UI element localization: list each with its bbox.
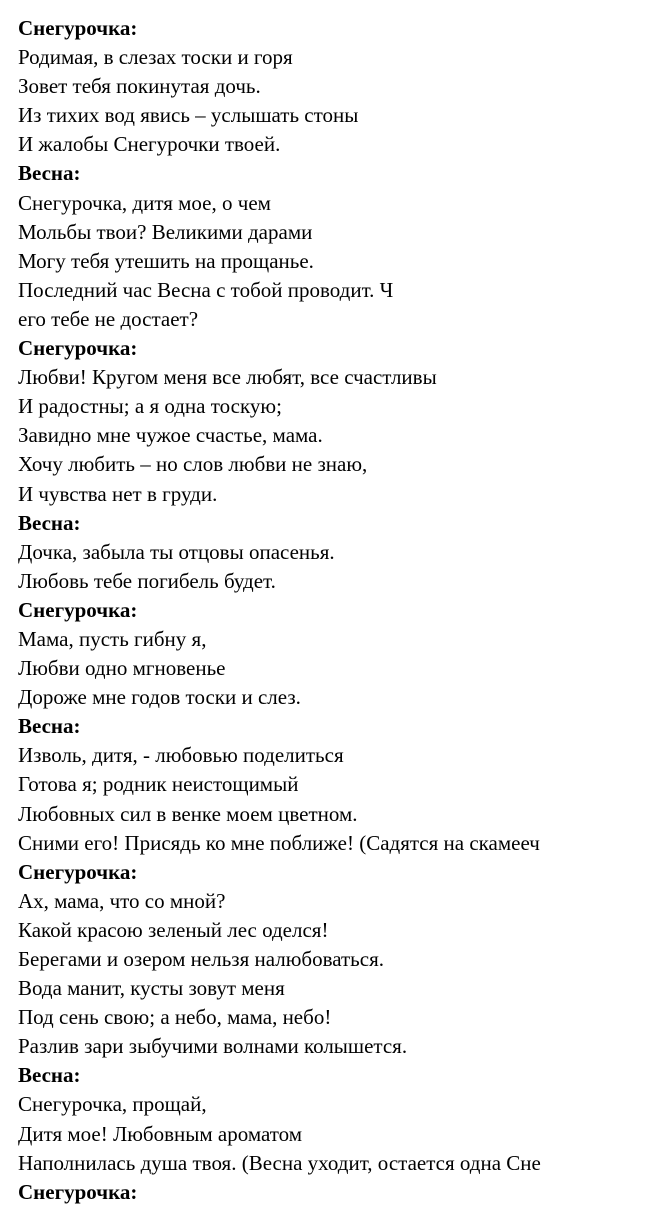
verse-line: Хочу любить – но слов любви не знаю,	[18, 452, 368, 477]
speaker-name: Весна:	[18, 510, 81, 535]
verse-line: Завидно мне чужое счастье, мама.	[18, 423, 323, 448]
document-text	[18, 14, 656, 1207]
speaker-name: Весна:	[18, 1063, 81, 1088]
verse-line: Наполнилась душа твоя. (Весна уходит, остается одна Сне	[18, 1150, 541, 1175]
verse-line: Дочка, забыла ты отцовы опасенья.	[18, 539, 335, 564]
speaker-name: Снегурочка:	[18, 859, 138, 884]
verse-line: Под сень свою; а небо, мама, небо!	[18, 1005, 332, 1030]
verse-line: Вода манит, кусты зовут меня	[18, 976, 285, 1001]
verse-line: Любви! Кругом меня все любят, все счастливы	[18, 365, 437, 390]
verse-line: Любовь тебе погибель будет.	[18, 568, 276, 593]
speaker-name: Весна:	[18, 714, 81, 739]
verse-line: Из тихих вод явись – услышать стоны	[18, 103, 359, 128]
speaker-name: Снегурочка:	[18, 597, 138, 622]
verse-line: Снегурочка, дитя мое, о чем	[18, 190, 271, 215]
verse-line: И чувства нет в груди.	[18, 481, 218, 506]
verse-line: Берегами и озером нельзя налюбоваться.	[18, 947, 384, 971]
verse-line: его тебе не достает?	[18, 306, 199, 331]
verse-line: И радостны; а я одна тоскую;	[18, 394, 282, 419]
speaker-name: Весна:	[18, 161, 81, 186]
verse-line: Готова я; родник неистощимый	[18, 772, 299, 797]
verse-line: Мама, пусть гибну я,	[18, 626, 207, 651]
verse-line: Сними его! Присядь ко мне поближе! (Садятся на скамееч	[18, 830, 540, 855]
speaker-name: Снегурочка:	[18, 336, 138, 361]
verse-line: Родимая, в слезах тоски и горя	[18, 45, 293, 70]
verse-line: Любви одно мгновенье	[18, 656, 226, 681]
verse-line: Какой красою зеленый лес оделся!	[18, 917, 329, 942]
verse-line: Изволь, дитя, - любовью поделиться	[18, 743, 344, 768]
speaker-name: Снегурочка:	[18, 16, 138, 40]
verse-line: И жалобы Снегурочки твоей.	[18, 132, 281, 157]
verse-line: Мольбы твои? Великими дарами	[18, 219, 313, 244]
verse-line: Могу тебя утешить на прощанье.	[18, 248, 314, 273]
verse-line: Дитя мое! Любовным ароматом	[18, 1121, 303, 1146]
verse-line: Любовных сил в венке моем цветном.	[18, 801, 358, 826]
verse-line: Разлив зари зыбучими волнами колышется.	[18, 1034, 408, 1059]
verse-line: Снегурочка, прощай,	[18, 1092, 207, 1117]
verse-line: Последний час Весна с тобой проводит. Ч	[18, 277, 394, 302]
speaker-name: Снегурочка:	[18, 1179, 138, 1204]
verse-line: Дороже мне годов тоски и слез.	[18, 685, 301, 710]
verse-line: Ах, мама, что со мной?	[18, 888, 226, 913]
verse-line: Зовет тебя покинутая дочь.	[18, 74, 261, 99]
